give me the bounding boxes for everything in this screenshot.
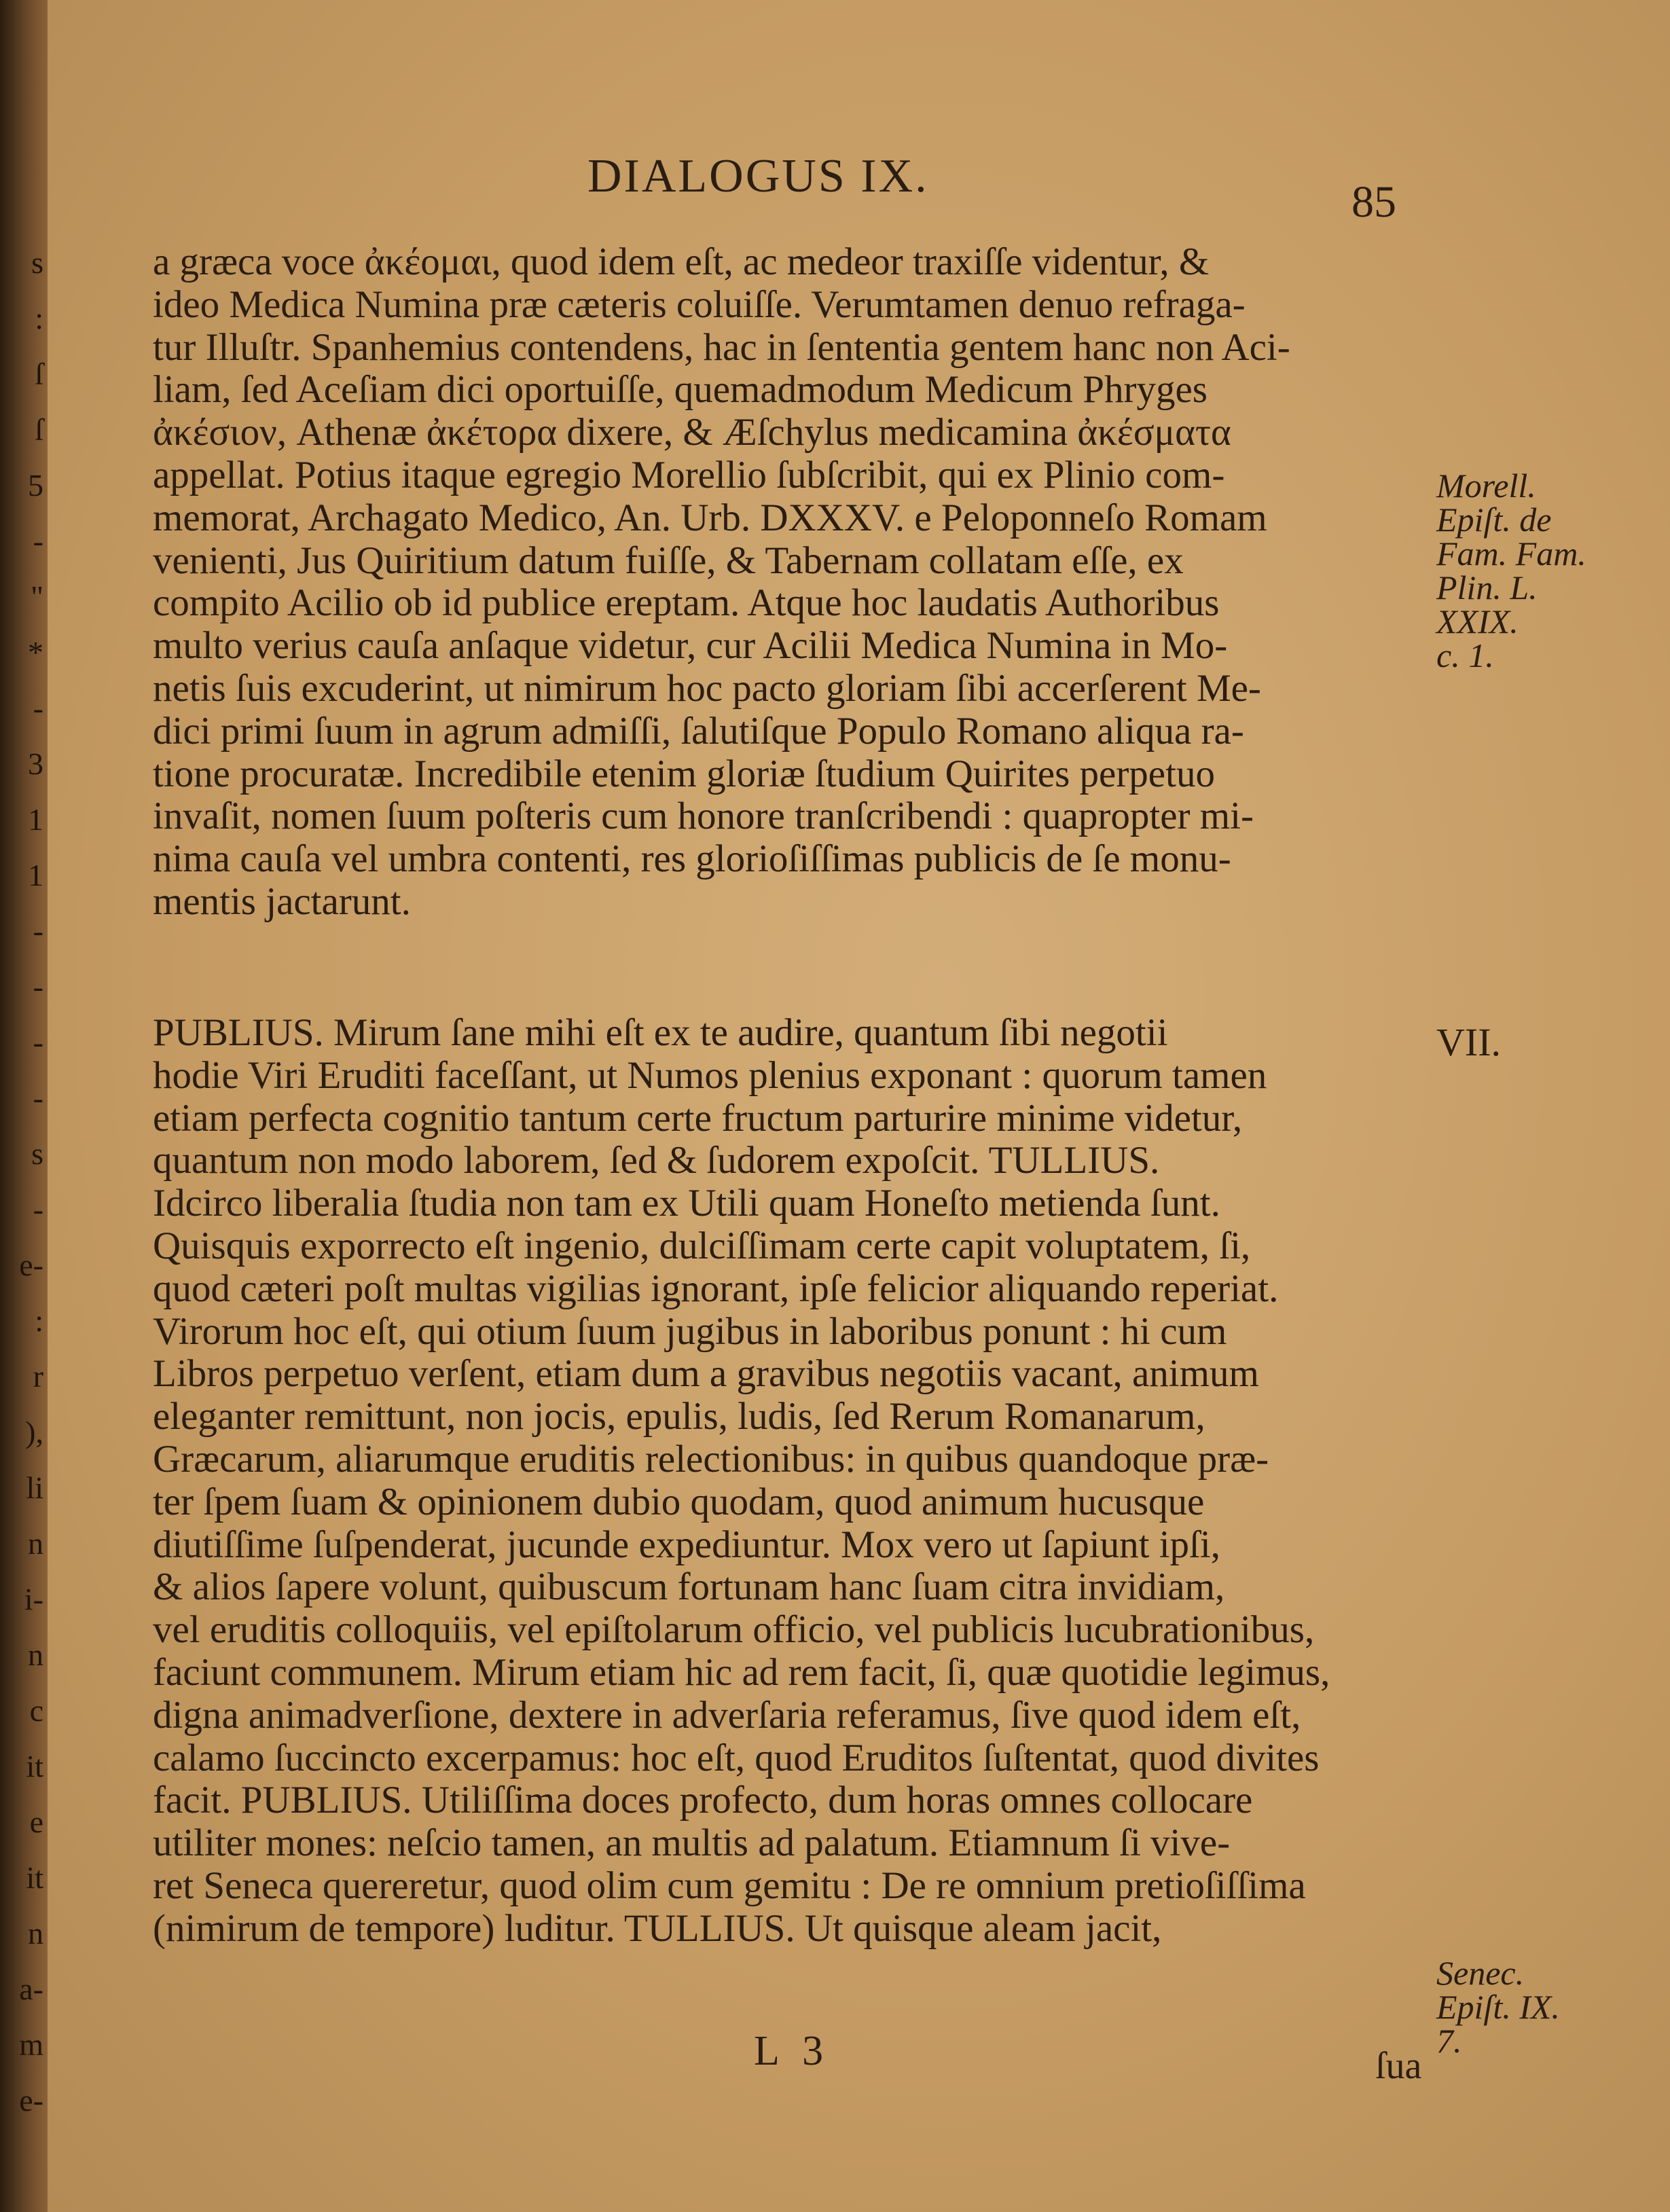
text-line: liam, ſed Aceſiam dici oportuiſſe, quemadmodum Medicum Phryges [153, 369, 1208, 412]
text-line: venienti, Jus Quiritium datum fuiſſe, & Tabernam collatam eſſe, ex [153, 539, 1184, 582]
edge-fragment: ſ [35, 357, 43, 391]
text-line: tione procuratæ. Incredibile etenim gloriæ ſtudium Quirites perpetuo [153, 753, 1215, 795]
margin-note-line: 7. [1436, 2022, 1462, 2060]
signature-mark: L 3 [754, 2028, 831, 2074]
edge-fragment: it [26, 1860, 43, 1895]
edge-fragment: 3 [28, 746, 43, 781]
edge-fragment: s [31, 245, 43, 280]
edge-fragment: - [33, 1081, 43, 1115]
edge-fragment: ſ [35, 412, 43, 447]
margin-note-morell [1436, 469, 1586, 672]
text-line: vel eruditis colloquiis, vel epiſtolarum officio, vel publicis lucubrationibus, [153, 1609, 1315, 1652]
margin-note-line: Epiſt. de [1436, 501, 1552, 539]
edge-fragment: e- [19, 1248, 43, 1282]
edge-fragment: n [28, 1637, 43, 1672]
margin-note-line: Fam. Fam. [1436, 534, 1586, 573]
edge-fragment: r [33, 1359, 43, 1394]
edge-fragment: 1 [28, 858, 43, 892]
edge-fragment: - [33, 913, 43, 948]
text-line: facit. PUBLIUS. Utiliſſima doces profecto, dum horas omnes collocare [153, 1779, 1253, 1822]
running-title: DIALOGUS IX. [587, 150, 929, 202]
margin-note-line: Senec. [1436, 1954, 1525, 1992]
text-line: tur Illuſtr. Spanhemius contendens, hac in ſententia gentem hanc non Aci- [153, 326, 1290, 369]
text-line: a græca voce ἀκέομαι, quod idem eſt, ac medeor traxiſſe videntur, & [153, 241, 1210, 283]
text-line: Quisquis exporrecto eſt ingenio, dulciſſimam certe capit voluptatem, ſi, [153, 1225, 1251, 1267]
text-line: (nimirum de tempore) luditur. TULLIUS. Ut quisque aleam jacit, [153, 1907, 1162, 1950]
book-page [48, 0, 1670, 2212]
edge-fragment: li [26, 1470, 43, 1505]
text-line: ter ſpem ſuam & opinionem dubio quodam, quod animum hucusque [153, 1481, 1205, 1523]
text-line: memorat, Archagato Medico, An. Urb. DXXXV. e Peloponneſo Romam [153, 496, 1267, 539]
paragraph-1 [153, 241, 1430, 924]
edge-fragment: e- [19, 2083, 43, 2118]
edge-fragment: - [33, 691, 43, 725]
margin-note-line: Morell. [1436, 467, 1536, 505]
edge-fragment: : [35, 301, 43, 336]
edge-fragment: s [31, 1136, 43, 1171]
edge-fragment: m [19, 2027, 43, 2062]
text-line: digna animadverſione, dextere in adverſaria referamus, ſive quod idem eſt, [153, 1694, 1301, 1737]
text-line: Græcarum, aliarumque eruditis relectionibus: in quibus quandoque præ- [153, 1438, 1269, 1481]
text-line: faciunt communem. Mirum etiam hic ad rem facit, ſi, quæ quotidie legimus, [153, 1651, 1330, 1694]
text-line: PUBLIUS. Mirum ſane mihi eſt ex te audire, quantum ſibi negotii [153, 1012, 1168, 1054]
paragraph-2 [153, 1012, 1430, 1951]
edge-fragment: n [28, 1526, 43, 1561]
text-line: calamo ſuccincto excerpamus: hoc eſt, quod Eruditos ſuſtentat, quod divites [153, 1737, 1320, 1779]
edge-fragment: - [33, 1192, 43, 1227]
edge-fragment: i- [24, 1582, 43, 1616]
edge-fragment: 1 [28, 802, 43, 837]
edge-fragment: " [31, 579, 43, 614]
text-line: etiam perfecta cognitio tantum certe fructum parturire minime videtur, [153, 1097, 1243, 1140]
text-line: hodie Viri Eruditi faceſſant, ut Numos plenius exponant : quorum tamen [153, 1054, 1267, 1097]
text-line: eleganter remittunt, non jocis, epulis, ludis, ſed Rerum Romanarum, [153, 1396, 1205, 1438]
text-line: appellat. Potius itaque egregio Morellio ſubſcribit, qui ex Plinio com- [153, 454, 1225, 496]
margin-note-line: XXIX. [1436, 602, 1519, 640]
text-line: ret Seneca quereretur, quod olim cum gemitu : De re omnium pretioſiſſima [153, 1864, 1306, 1907]
margin-note-line: Plin. L. [1436, 568, 1538, 606]
text-line: mentis jactarunt. [153, 880, 411, 923]
text-line: diutiſſime ſuſpenderat, jucunde expediuntur. Mox vero ut ſapiunt ipſi, [153, 1523, 1220, 1566]
facing-page-edge [0, 0, 48, 2212]
edge-fragment: ), [25, 1415, 43, 1449]
edge-fragment: - [33, 524, 43, 558]
text-line: invaſit, nomen ſuum poſteris cum honore tranſcribendi : quapropter mi- [153, 795, 1254, 838]
text-line: & alios ſapere volunt, quibuscum fortunam hanc ſuam citra invidiam, [153, 1566, 1225, 1609]
edge-fragment: e [29, 1805, 43, 1839]
edge-fragment: - [33, 1025, 43, 1059]
margin-note-senec [1436, 1956, 1560, 2058]
margin-note-line: Epiſt. IX. [1436, 1988, 1560, 2026]
text-line: Libros perpetuo verſent, etiam dum a gravibus negotiis vacant, animum [153, 1353, 1259, 1396]
edge-fragment: n [28, 1916, 43, 1951]
text-line: quantum non modo laborem, ſed & ſudorem expoſcit. TULLIUS. [153, 1140, 1160, 1182]
text-line: multo verius cauſa anſaque videtur, cur Acilii Medica Numina in Mo- [153, 625, 1228, 668]
page-number: 85 [1351, 177, 1396, 227]
text-line: utiliter mones: neſcio tamen, an multis ad palatum. Etiamnum ſi vive- [153, 1822, 1231, 1865]
text-line: ideo Medica Numina præ cæteris coluiſſe. Verumtamen denuo refraga- [153, 283, 1246, 326]
text-line: compito Acilio ob id publice ereptam. Atque hoc laudatis Authoribus [153, 582, 1220, 625]
catchword: ſua [1375, 2045, 1422, 2087]
margin-note-line: c. 1. [1436, 636, 1494, 674]
edge-fragment: it [26, 1749, 43, 1783]
text-line: quod cæteri poſt multas vigilias ignorant, ipſe felicior aliquando reperiat. [153, 1267, 1279, 1310]
text-line: Virorum hoc eſt, qui otium ſuum jugibus in laboribus ponunt : hi cum [153, 1310, 1227, 1353]
page-header [48, 149, 1670, 227]
margin-note-section: VII. [1436, 1020, 1502, 1064]
text-line: netis ſuis excuderint, ut nimirum hoc pacto gloriam ſibi accerſerent Me- [153, 667, 1261, 710]
edge-fragment: c [29, 1693, 43, 1728]
text-line: nima cauſa vel umbra contenti, res glorioſiſſimas publicis de ſe monu- [153, 838, 1231, 881]
edge-fragment: a- [19, 1972, 43, 2006]
text-line: ἀκέσιον, Athenæ ἀκέτορα dixere, & Æſchylus medicamina ἀκέσματα [153, 412, 1231, 454]
text-line: dici primi ſuum in agrum admiſſi, ſalutiſque Populo Romano aliqua ra- [153, 710, 1244, 753]
edge-fragment: : [35, 1303, 43, 1338]
edge-fragment: - [33, 969, 43, 1004]
edge-fragment: 5 [28, 468, 43, 503]
text-line: Idcirco liberalia ſtudia non tam ex Utili quam Honeſto metienda ſunt. [153, 1182, 1220, 1225]
edge-fragment: * [28, 635, 43, 670]
